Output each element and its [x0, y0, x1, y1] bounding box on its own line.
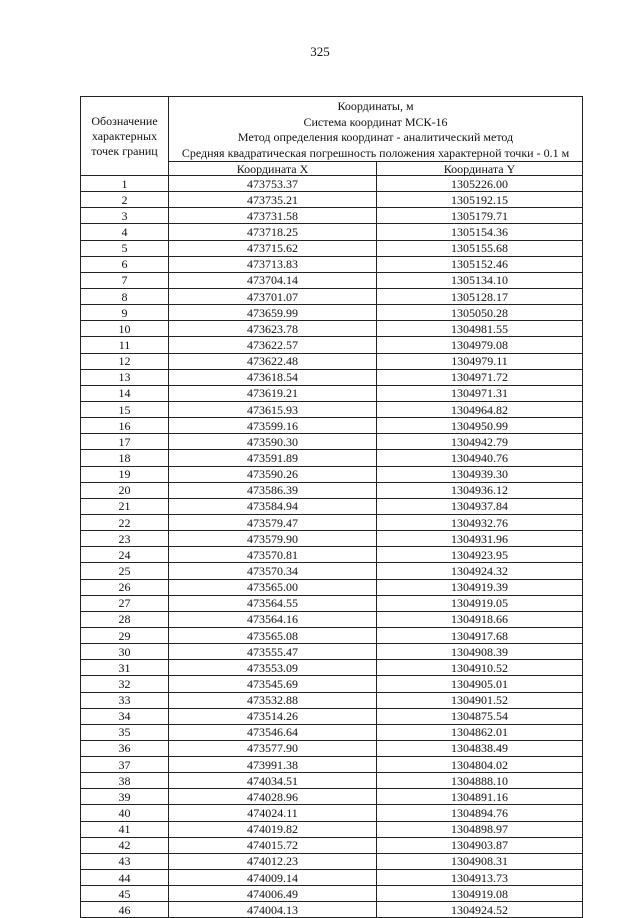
coordinate-y: 1304919.05: [377, 595, 583, 611]
table-row: [81, 563, 583, 579]
coordinates-header-line: Координаты, м: [337, 99, 414, 113]
table-row: [81, 627, 583, 643]
column-header-y: Координата Y: [377, 162, 583, 176]
coordinate-y: 1304913.73: [377, 870, 583, 886]
coordinate-y: 1304939.30: [377, 466, 583, 482]
point-number: 21: [81, 498, 169, 514]
coordinate-y: 1304919.08: [377, 886, 583, 902]
point-number: 14: [81, 385, 169, 401]
coordinate-x: 473577.90: [169, 740, 377, 756]
coordinate-x: 473622.57: [169, 337, 377, 353]
point-number: 27: [81, 595, 169, 611]
table-row: [81, 353, 583, 369]
table-row: [81, 418, 583, 434]
coordinate-y: 1305155.68: [377, 240, 583, 256]
table-row: [81, 547, 583, 563]
point-number: 38: [81, 773, 169, 789]
coordinate-x: 473590.26: [169, 466, 377, 482]
coordinate-x: 473584.94: [169, 498, 377, 514]
coordinate-x: 473704.14: [169, 272, 377, 288]
table-row: [81, 579, 583, 595]
table-row: [81, 595, 583, 611]
point-number: 46: [81, 902, 169, 918]
coordinate-y: 1304937.84: [377, 498, 583, 514]
point-number: 4: [81, 224, 169, 240]
table-row: [81, 450, 583, 466]
point-number: 5: [81, 240, 169, 256]
coordinate-y: 1304979.11: [377, 353, 583, 369]
coordinate-x: 474012.23: [169, 853, 377, 869]
coordinate-y: 1304932.76: [377, 514, 583, 530]
coordinate-x: 473599.16: [169, 418, 377, 434]
coordinate-y: 1305152.46: [377, 256, 583, 272]
table-row: [81, 337, 583, 353]
table-row: [81, 272, 583, 288]
table-row: [81, 369, 583, 385]
point-number: 40: [81, 805, 169, 821]
coordinates-header-line: Средняя квадратическая погрешность положения характерной точки - 0.1 м: [181, 145, 570, 160]
coordinate-x: 473618.54: [169, 369, 377, 385]
coordinate-x: 473659.99: [169, 305, 377, 321]
table-row: [81, 192, 583, 208]
table-header-row: [81, 97, 583, 162]
point-number: 19: [81, 466, 169, 482]
point-number: 16: [81, 418, 169, 434]
point-number: 3: [81, 208, 169, 224]
coordinates-header-line: Система координат МСК-16: [303, 114, 448, 129]
point-number: 33: [81, 692, 169, 708]
point-number: 36: [81, 740, 169, 756]
coordinate-y: 1304942.79: [377, 434, 583, 450]
coordinate-y: 1305050.28: [377, 305, 583, 321]
coordinate-y: 1304924.52: [377, 902, 583, 918]
coordinate-y: 1304964.82: [377, 401, 583, 417]
point-number: 44: [81, 870, 169, 886]
coordinate-x: 473579.90: [169, 531, 377, 547]
point-number: 22: [81, 514, 169, 530]
coordinate-x: 473753.37: [169, 176, 377, 192]
coordinate-x: 473570.34: [169, 563, 377, 579]
coordinate-x: 473623.78: [169, 321, 377, 337]
coordinate-x: 473718.25: [169, 224, 377, 240]
table-row: [81, 789, 583, 805]
point-number: 30: [81, 644, 169, 660]
table-row: [81, 256, 583, 272]
coordinate-y: 1305134.10: [377, 272, 583, 288]
coordinate-x: 473622.48: [169, 353, 377, 369]
coordinates-header-line: Метод определения координат - аналитический метод: [237, 130, 514, 144]
point-designation-header-line: Обозначение: [91, 113, 158, 128]
coordinate-y: 1304971.31: [377, 385, 583, 401]
point-number: 23: [81, 531, 169, 547]
coordinate-y: 1304940.76: [377, 450, 583, 466]
coordinate-y: 1304898.97: [377, 821, 583, 837]
coordinate-y: 1304918.66: [377, 611, 583, 627]
coordinate-x: 474004.13: [169, 902, 377, 918]
coordinate-x: 473564.16: [169, 611, 377, 627]
coordinate-x: 473532.88: [169, 692, 377, 708]
point-number: 15: [81, 401, 169, 417]
coordinate-x: 474015.72: [169, 837, 377, 853]
point-number: 20: [81, 482, 169, 498]
table-row: [81, 886, 583, 902]
table-row: [81, 498, 583, 514]
table-row: [81, 724, 583, 740]
coordinate-y: 1304804.02: [377, 757, 583, 773]
table-row: [81, 740, 583, 756]
coordinate-x: 474009.14: [169, 870, 377, 886]
point-number: 6: [81, 256, 169, 272]
point-number: 18: [81, 450, 169, 466]
coordinate-x: 473713.83: [169, 256, 377, 272]
column-header-x: Координата X: [169, 162, 377, 176]
coordinate-x: 474028.96: [169, 789, 377, 805]
table-row: [81, 466, 583, 482]
coordinate-x: 473565.08: [169, 627, 377, 643]
point-number: 42: [81, 837, 169, 853]
coordinate-x: 473564.55: [169, 595, 377, 611]
table-row: [81, 385, 583, 401]
table-row: [81, 531, 583, 547]
coordinate-y: 1304931.96: [377, 531, 583, 547]
coordinate-y: 1304981.55: [377, 321, 583, 337]
point-number: 10: [81, 321, 169, 337]
point-number: 2: [81, 192, 169, 208]
table-row: [81, 176, 583, 192]
table-row: [81, 482, 583, 498]
point-number: 11: [81, 337, 169, 353]
coordinate-y: 1304894.76: [377, 805, 583, 821]
table-row: [81, 676, 583, 692]
point-number: 1: [81, 176, 169, 192]
table-row: [81, 837, 583, 853]
coordinate-y: 1304905.01: [377, 676, 583, 692]
coordinate-x: 473731.58: [169, 208, 377, 224]
point-number: 35: [81, 724, 169, 740]
coordinate-y: 1305154.36: [377, 224, 583, 240]
table-row: [81, 288, 583, 304]
coordinate-x: 473715.62: [169, 240, 377, 256]
point-number: 29: [81, 627, 169, 643]
coordinate-x: 473991.38: [169, 757, 377, 773]
table-row: [81, 870, 583, 886]
coordinate-y: 1304936.12: [377, 482, 583, 498]
coordinate-x: 473615.93: [169, 401, 377, 417]
coordinate-y: 1304919.39: [377, 579, 583, 595]
table-row: [81, 434, 583, 450]
point-number: 25: [81, 563, 169, 579]
point-number: 17: [81, 434, 169, 450]
point-number: 31: [81, 660, 169, 676]
coordinate-y: 1305192.15: [377, 192, 583, 208]
table-row: [81, 401, 583, 417]
coordinate-x: 474024.11: [169, 805, 377, 821]
table-row: [81, 692, 583, 708]
coordinate-x: 473570.81: [169, 547, 377, 563]
coordinate-y: 1305128.17: [377, 288, 583, 304]
table-row: [81, 821, 583, 837]
coordinate-x: 473579.47: [169, 514, 377, 530]
point-number: 26: [81, 579, 169, 595]
coordinate-x: 473546.64: [169, 724, 377, 740]
coordinate-y: 1304924.32: [377, 563, 583, 579]
table-row: [81, 240, 583, 256]
coordinate-y: 1304950.99: [377, 418, 583, 434]
coordinate-x: 473555.47: [169, 644, 377, 660]
coordinate-y: 1304862.01: [377, 724, 583, 740]
coordinate-y: 1304971.72: [377, 369, 583, 385]
point-designation-header: [81, 97, 169, 176]
point-number: 12: [81, 353, 169, 369]
point-number: 39: [81, 789, 169, 805]
coordinate-x: 474019.82: [169, 821, 377, 837]
point-designation-header-line: точек границ: [91, 143, 158, 158]
point-number: 41: [81, 821, 169, 837]
coordinate-x: 473735.21: [169, 192, 377, 208]
table-row: [81, 805, 583, 821]
table-row: [81, 224, 583, 240]
coordinate-x: 473591.89: [169, 450, 377, 466]
coordinate-y: 1304888.10: [377, 773, 583, 789]
coordinate-y: 1304910.52: [377, 660, 583, 676]
coordinate-x: 473565.00: [169, 579, 377, 595]
point-number: 32: [81, 676, 169, 692]
table-row: [81, 644, 583, 660]
coordinate-y: 1304875.54: [377, 708, 583, 724]
point-number: 45: [81, 886, 169, 902]
table-row: [81, 708, 583, 724]
point-number: 34: [81, 708, 169, 724]
table-row: [81, 757, 583, 773]
coordinate-y: 1305226.00: [377, 176, 583, 192]
point-number: 37: [81, 757, 169, 773]
coordinate-y: 1305179.71: [377, 208, 583, 224]
coordinate-x: 473590.30: [169, 434, 377, 450]
point-number: 9: [81, 305, 169, 321]
coordinate-x: 473514.26: [169, 708, 377, 724]
coordinate-y: 1304923.95: [377, 547, 583, 563]
point-number: 8: [81, 288, 169, 304]
coordinate-x: 473619.21: [169, 385, 377, 401]
coordinate-y: 1304838.49: [377, 740, 583, 756]
coordinates-table: [80, 96, 583, 918]
table-row: [81, 321, 583, 337]
table-row: [81, 773, 583, 789]
coordinate-y: 1304901.52: [377, 692, 583, 708]
coordinate-y: 1304908.39: [377, 644, 583, 660]
table-row: [81, 660, 583, 676]
table-row: [81, 208, 583, 224]
point-number: 7: [81, 272, 169, 288]
table-body: [81, 176, 583, 918]
coordinate-x: 473545.69: [169, 676, 377, 692]
coordinate-y: 1304903.87: [377, 837, 583, 853]
coordinate-y: 1304917.68: [377, 627, 583, 643]
page-number: 325: [310, 44, 330, 59]
coordinate-y: 1304979.08: [377, 337, 583, 353]
table-row: [81, 853, 583, 869]
coordinate-x: 473586.39: [169, 482, 377, 498]
coordinate-x: 473701.07: [169, 288, 377, 304]
coordinates-header: [169, 97, 583, 162]
coordinate-y: 1304908.31: [377, 853, 583, 869]
coordinate-x: 474034.51: [169, 773, 377, 789]
table-row: [81, 514, 583, 530]
coordinate-x: 473553.09: [169, 660, 377, 676]
coordinate-y: 1304891.16: [377, 789, 583, 805]
point-number: 28: [81, 611, 169, 627]
table-row: [81, 305, 583, 321]
point-number: 13: [81, 369, 169, 385]
point-number: 43: [81, 853, 169, 869]
table-row: [81, 902, 583, 918]
point-designation-header-line: характерных: [91, 128, 158, 143]
coordinate-x: 474006.49: [169, 886, 377, 902]
table-row: [81, 611, 583, 627]
point-number: 24: [81, 547, 169, 563]
